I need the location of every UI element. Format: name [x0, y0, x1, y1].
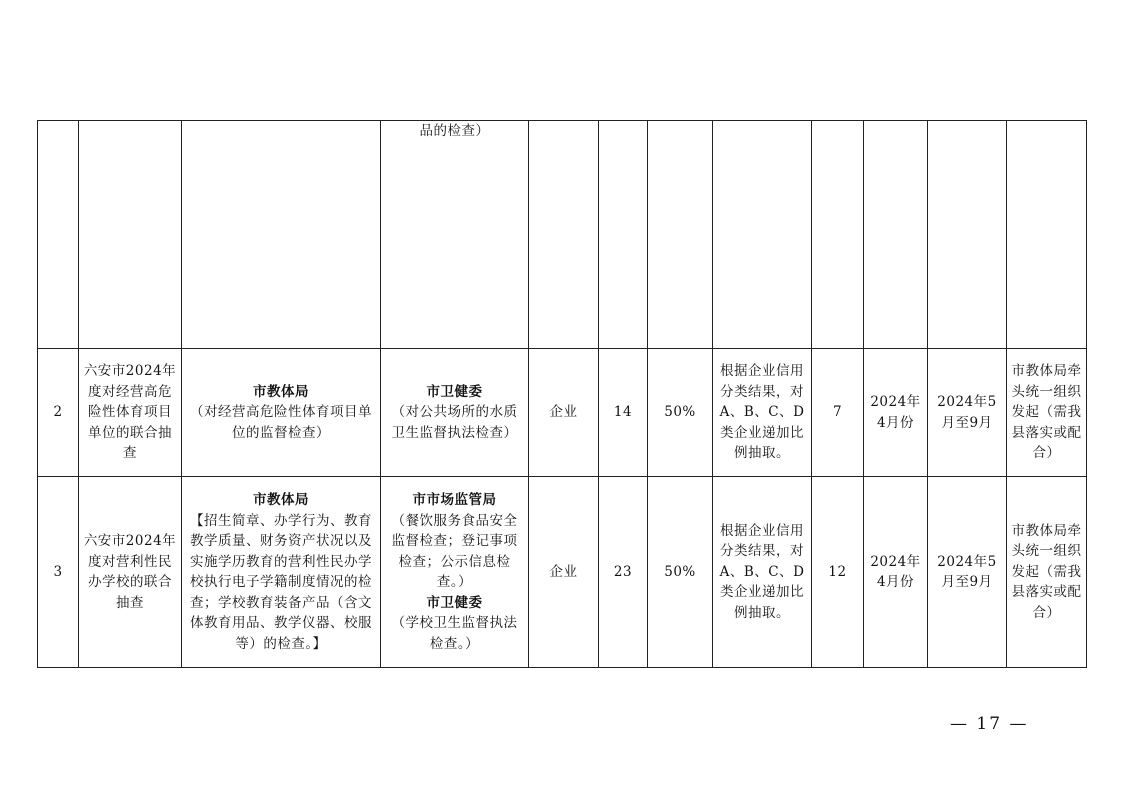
cell-task: 六安市2024年度对营利性民办学校的联合抽查 — [79, 477, 182, 668]
cell-start — [864, 121, 928, 349]
cell-method: 根据企业信用分类结果，对A、B、C、D类企业递加比例抽取。 — [713, 349, 812, 477]
inspection-table — [37, 120, 1087, 668]
cell-start: 2024年4月份 — [864, 477, 928, 668]
cell-period — [928, 121, 1007, 349]
cell-start: 2024年4月份 — [864, 349, 928, 477]
cell-note: 市教体局牵头统一组织发起（需我县落实或配合） — [1007, 477, 1087, 668]
table-row — [38, 349, 1087, 477]
partner-org: 市市场监管局 — [412, 492, 497, 508]
cell-lead — [182, 349, 381, 477]
cell-note — [1007, 121, 1087, 349]
cell-method — [713, 121, 812, 349]
lead-org: 市教体局 — [253, 492, 309, 508]
cell-partners — [381, 477, 529, 668]
partner-items: （对公共场所的水质卫生监督执法检查） — [391, 404, 518, 441]
cell-index: 3 — [38, 477, 79, 668]
cell-ratio: 50% — [648, 477, 713, 668]
partner-items: （学校卫生监督执法检查。） — [391, 615, 518, 652]
lead-items: 【招生简章、办学行为、教育教学质量、财务资产状况以及实施学历教育的营利性民办学校执行电子学籍制度情况的检查；学校教育装备产品（含文体教育用品、教学仪器、校服等）的检查。】 — [190, 512, 372, 652]
cell-count: 14 — [599, 349, 648, 477]
cell-period: 2024年5月至9月 — [928, 477, 1007, 668]
partner-org: 市卫健委 — [426, 594, 483, 611]
cell-lead — [182, 121, 381, 349]
cell-object: 企业 — [529, 477, 599, 668]
cell-quantity — [812, 121, 864, 349]
partner-org: 市卫健委 — [426, 383, 483, 400]
cell-index: 2 — [38, 349, 79, 477]
cell-object: 企业 — [529, 349, 599, 477]
page-number: — 17 — — [950, 714, 1029, 734]
lead-org: 市教体局 — [253, 383, 309, 400]
cell-ratio: 50% — [648, 349, 713, 477]
cell-ratio — [648, 121, 713, 349]
cell-lead — [182, 477, 381, 668]
cell-index — [38, 121, 79, 349]
cell-object — [529, 121, 599, 349]
cell-quantity: 7 — [812, 349, 864, 477]
table-row-continuation — [38, 121, 1087, 349]
cell-method: 根据企业信用分类结果，对A、B、C、D类企业递加比例抽取。 — [713, 477, 812, 668]
table-row — [38, 477, 1087, 668]
partner-items-text: 品的检查） — [419, 123, 490, 139]
cell-period: 2024年5月至9月 — [928, 349, 1007, 477]
lead-items: （对经营高危险性体育项目单位的监督检查） — [190, 404, 372, 441]
cell-task — [79, 121, 182, 349]
cell-count — [599, 121, 648, 349]
cell-partners — [381, 349, 529, 477]
cell-partners — [381, 121, 529, 349]
cell-note: 市教体局牵头统一组织发起（需我县落实或配合） — [1007, 349, 1087, 477]
cell-count: 23 — [599, 477, 648, 668]
cell-task: 六安市2024年度对经营高危险性体育项目单位的联合抽查 — [79, 349, 182, 477]
partner-items: （餐饮服务食品安全监督检查；登记事项检查；公示信息检查。） — [391, 512, 518, 590]
cell-quantity: 12 — [812, 477, 864, 668]
